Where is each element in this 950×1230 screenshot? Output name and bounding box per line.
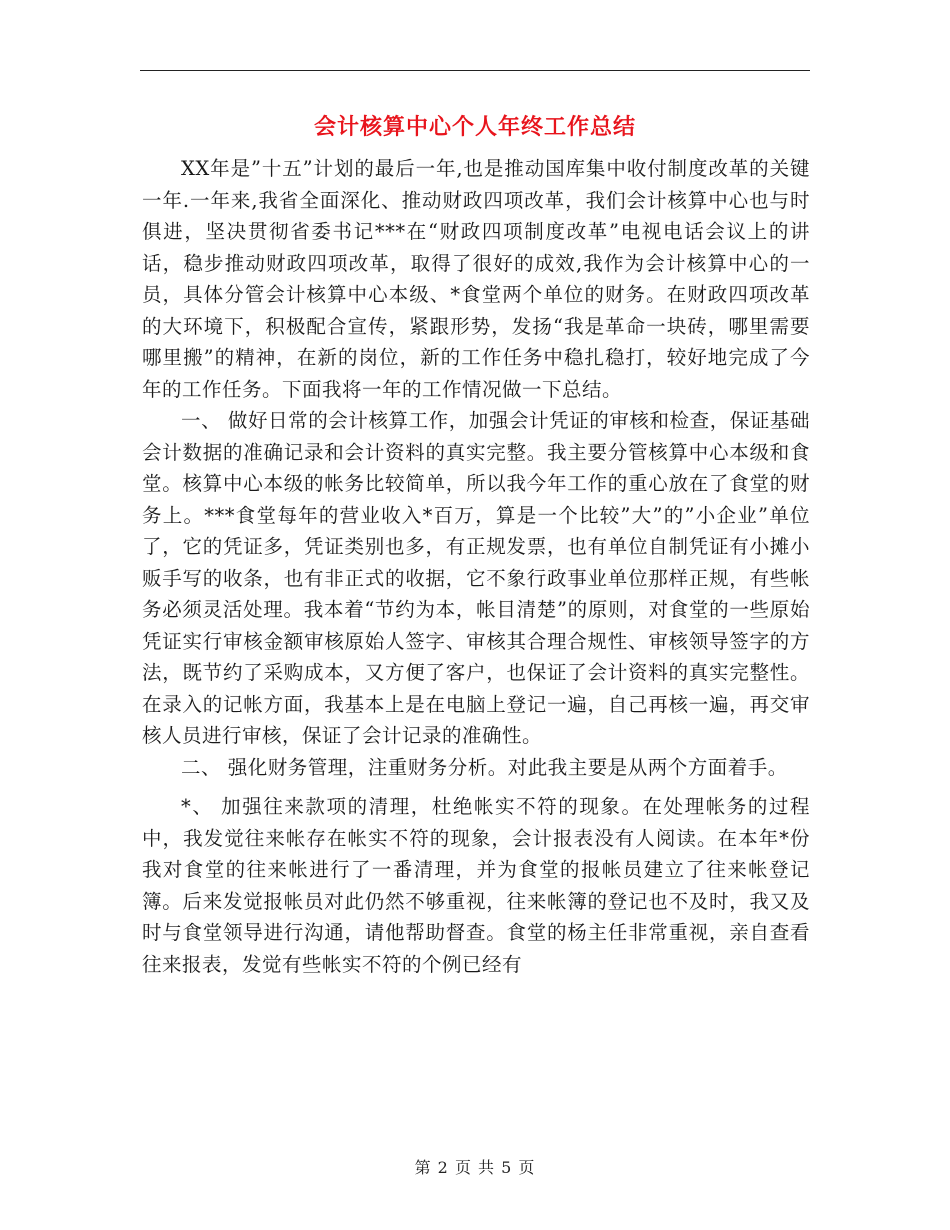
paragraph-section-two: 二、 强化财务管理，注重财务分析。对此我主要是从两个方面着手。	[181, 755, 788, 779]
paragraph-intro: XX年是”十五”计划的最后一年,也是推动国库集中收付制度改革的关键一年.一年来,我省全面深化、推动财政四项改革，我们会计核算中心也与时俱进，坚决贯彻省委书记***在“财政四项制度改革”电视电话会议上的讲话，稳步推动财政四项改革，取得了很好的成效,我作为会计核算中心的一员，具体分管会计核算中心本级、*食堂两个单位的财务。在财政四项改革的大环境下，积极配合宣传，紧跟形势，发扬“我是革命一块砖，哪里需要哪里搬”的精神，在新的岗位，新的工作任务中稳扎稳打，较好地完成了今年的工作任务。下面我将一年的工作情况做一下总结。	[142, 157, 810, 401]
document-body	[142, 153, 810, 980]
header-rule	[140, 70, 810, 71]
page-number: 第 2 页 共 5 页	[414, 1158, 536, 1177]
paragraph-section-one: 一、 做好日常的会计核算工作，加强会计凭证的审核和检查，保证基础会计数据的准确记录和会计资料的真实完整。我主要分管核算中心本级和食堂。核算中心本级的帐务比较简单，所以我今年工作的重心放在了食堂的财务上。***食堂每年的营业收入*百万，算是一个比较”大”的”小企业”单位了，它的凭证多，凭证类别也多，有正规发票，也有单位自制凭证有小摊小贩手写的收条，也有非正式的收据，它不象行政事业单位那样正规，有些帐务必须灵活处理。我本着“节约为本，帐目清楚”的原则，对食堂的一些原始凭证实行审核金额审核原始人签字、审核其合理合规性、审核领导签字的方法，既节约了采购成本，又方便了客户，也保证了会计资料的真实完整性。在录入的记帐方面，我基本上是在电脑上登记一遍，自己再核一遍，再交审核人员进行审核，保证了会计记录的准确性。	[142, 409, 810, 747]
document-title: 会计核算中心个人年终工作总结	[313, 114, 636, 140]
paragraph-subsection: *、 加强往来款项的清理，杜绝帐实不符的现象。在处理帐务的过程中，我发觉往来帐存在帐实不符的现象，会计报表没有人阅读。在本年*份我对食堂的往来帐进行了一番清理，并为食堂的报帐员建立了往来帐登记簿。后来发觉报帐员对此仍然不够重视，往来帐簿的登记也不及时，我又及时与食堂领导进行沟通，请他帮助督查。食堂的杨主任非常重视，亲自查看往来报表，发觉有些帐实不符的个例已经有	[142, 795, 810, 976]
